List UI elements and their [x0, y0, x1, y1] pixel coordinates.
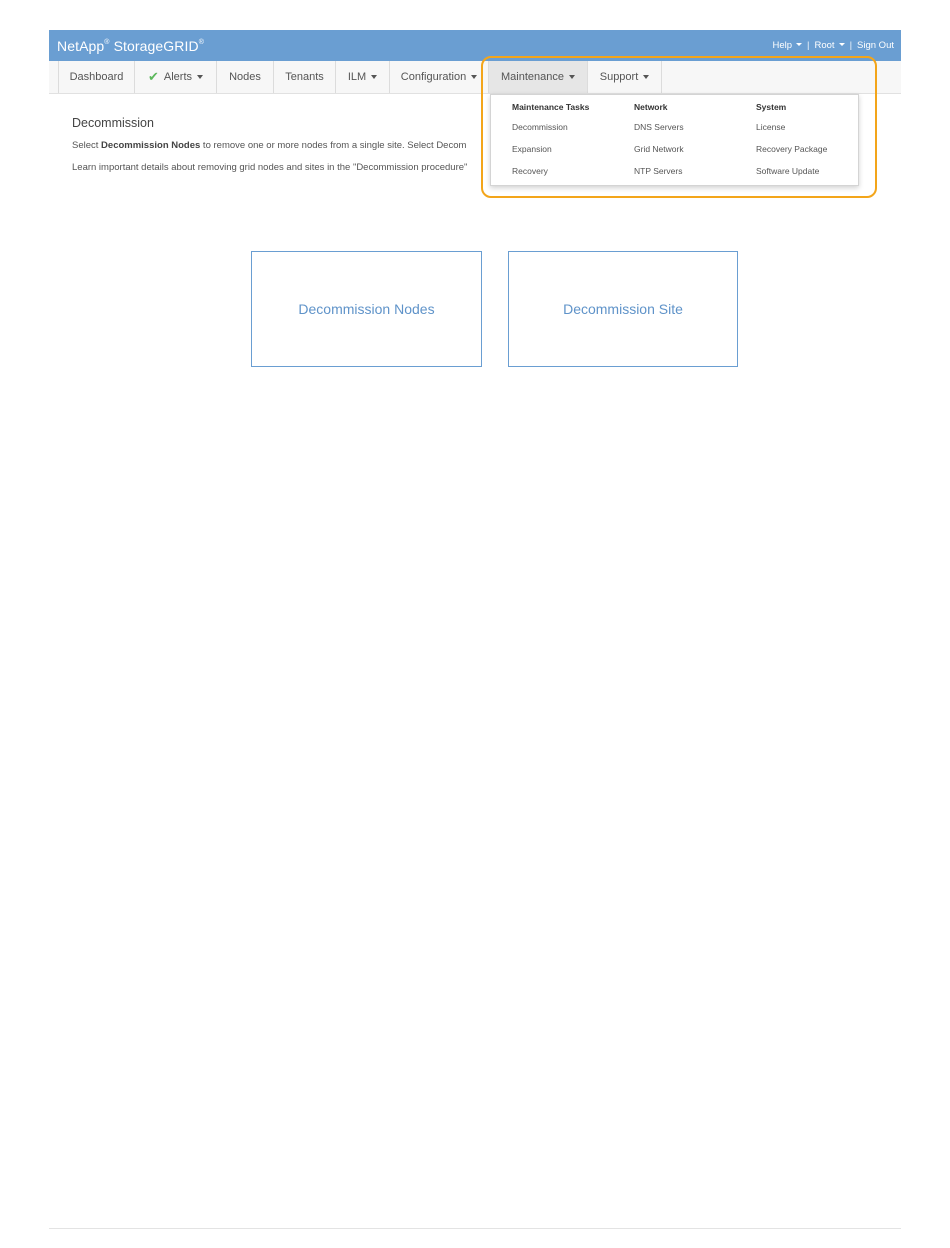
- menu-item-license[interactable]: License: [756, 122, 786, 132]
- intro-text-a: Select: [72, 140, 102, 151]
- menu-item-software-update[interactable]: Software Update: [756, 166, 820, 176]
- alerts-caret-icon: [197, 75, 203, 79]
- ilm-caret-icon: [371, 75, 377, 79]
- intro-text-c: to remove one or more nodes from a single site. Select Decom: [200, 140, 467, 151]
- decommission-nodes-label: Decommission Nodes: [298, 301, 435, 317]
- menu-heading: Network: [634, 102, 668, 112]
- sign-out-link[interactable]: Sign Out: [857, 40, 894, 51]
- user-label: Root: [814, 40, 835, 51]
- nav-alerts[interactable]: [135, 61, 217, 93]
- menu-item-dns-servers[interactable]: DNS Servers: [634, 122, 684, 132]
- nav-configuration-label: Configuration: [400, 71, 467, 83]
- user-caret-icon: [839, 43, 845, 46]
- brand-name: NetApp: [57, 37, 105, 54]
- menu-item-recovery-package[interactable]: Recovery Package: [756, 144, 828, 154]
- nav-ilm-label: ILM: [347, 71, 367, 83]
- user-menu[interactable]: [814, 40, 844, 51]
- reg-mark-1: ®: [104, 38, 110, 46]
- menu-heading: Maintenance Tasks: [512, 102, 590, 112]
- configuration-caret-icon: [471, 75, 477, 79]
- menu-heading: System: [756, 102, 787, 112]
- nav-dashboard[interactable]: [58, 61, 135, 93]
- app-logo[interactable]: [57, 38, 204, 54]
- help-menu[interactable]: [772, 40, 802, 51]
- main-nav: [49, 61, 901, 94]
- intro-text: [72, 140, 487, 151]
- learn-more-text: Learn important details about removing grid nodes and sites in the "Decommission procedure": [72, 162, 468, 173]
- decommission-site-label: Decommission Site: [563, 301, 683, 317]
- menu-item-expansion[interactable]: Expansion: [512, 144, 552, 154]
- menu-item-recovery[interactable]: Recovery: [512, 166, 548, 176]
- menu-item-decommission[interactable]: Decommission: [512, 122, 568, 132]
- maintenance-dropdown-menu: [490, 94, 859, 186]
- header-links: [772, 40, 894, 51]
- help-label: Help: [772, 40, 793, 51]
- menu-item-grid-network[interactable]: Grid Network: [634, 144, 684, 154]
- nav-ilm[interactable]: [336, 61, 390, 93]
- help-caret-icon: [796, 43, 802, 46]
- nav-alerts-label: Alerts: [163, 71, 193, 83]
- page-title: Decommission: [72, 116, 154, 130]
- product-name: StorageGRID: [113, 37, 199, 54]
- footer-divider: [49, 1228, 901, 1229]
- support-caret-icon: [643, 75, 649, 79]
- decommission-site-button[interactable]: [508, 251, 738, 367]
- check-icon: ✔: [147, 69, 159, 84]
- top-header-bar: [49, 30, 901, 61]
- nav-maintenance[interactable]: [489, 61, 588, 93]
- separator-2: |: [849, 40, 853, 51]
- nav-dashboard-label: Dashboard: [69, 71, 124, 83]
- menu-item-ntp-servers[interactable]: NTP Servers: [634, 166, 683, 176]
- nav-support[interactable]: [588, 61, 662, 93]
- nav-support-label: Support: [599, 71, 639, 83]
- maintenance-caret-icon: [569, 75, 575, 79]
- nav-configuration[interactable]: [390, 61, 489, 93]
- nav-nodes[interactable]: [217, 61, 274, 93]
- intro-text-bold: Decommission Nodes: [101, 140, 201, 151]
- nav-tenants[interactable]: [274, 61, 336, 93]
- separator-1: |: [807, 40, 810, 51]
- nav-maintenance-label: Maintenance: [501, 71, 564, 83]
- decommission-nodes-button[interactable]: [251, 251, 482, 367]
- nav-tenants-label: Tenants: [285, 71, 324, 83]
- reg-mark-2: ®: [198, 38, 204, 46]
- nav-nodes-label: Nodes: [229, 71, 261, 83]
